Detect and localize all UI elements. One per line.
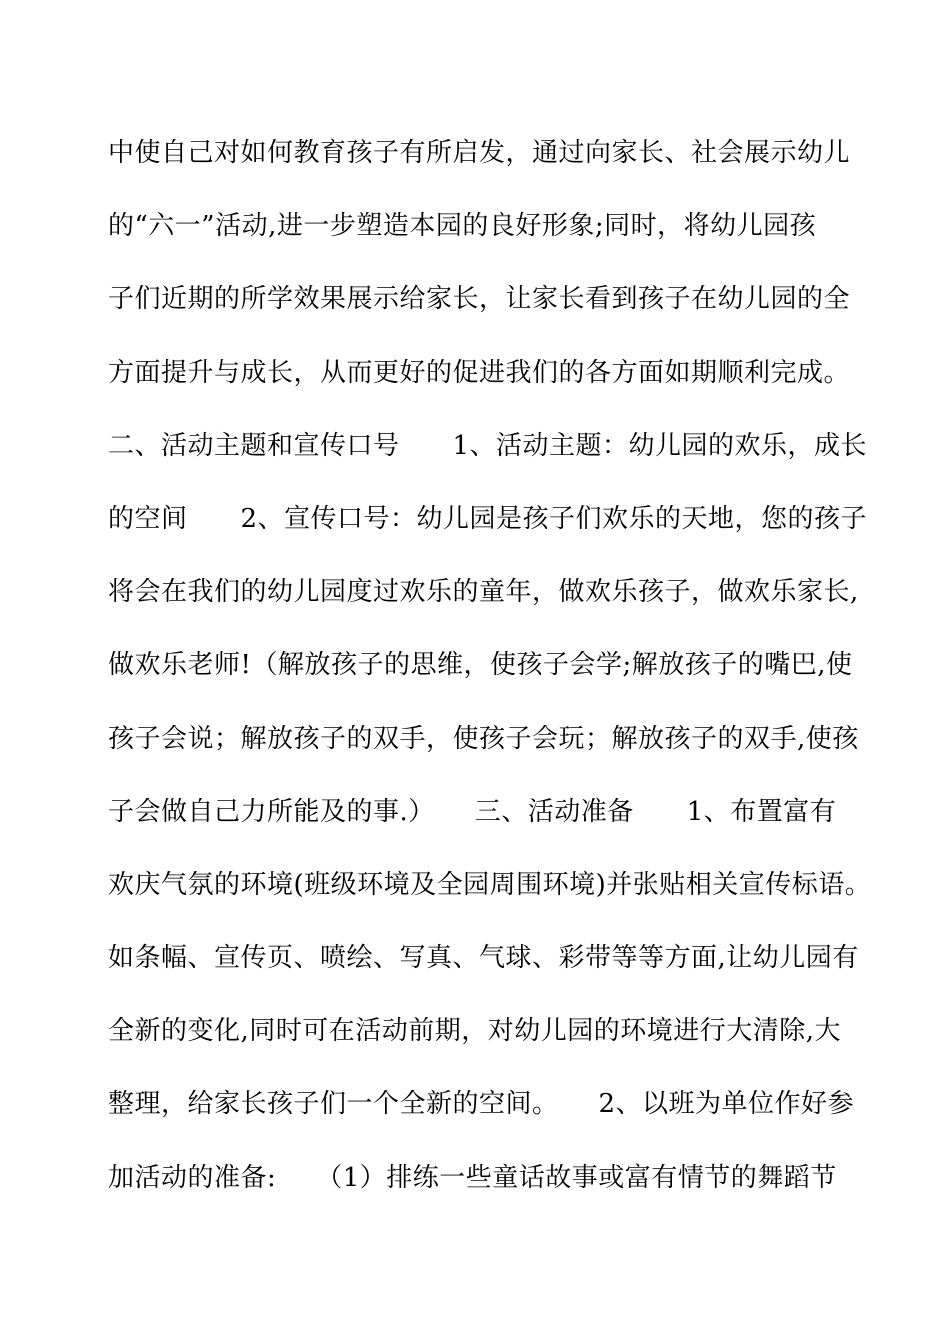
text-line: 的“六一”活动,进一步塑造本园的良好形象;同时，将幼儿园孩 xyxy=(108,211,817,242)
text-line: 中使自己对如何教育孩子有所启发，通过向家长、社会展示幼儿 xyxy=(108,138,851,168)
text-line: 将会在我们的幼儿园度过欢乐的童年，做欢乐孩子，做欢乐家长, xyxy=(108,577,859,608)
body-text xyxy=(108,124,872,1222)
text-line: 加活动的准备: （1）排练一些童话故事或富有情节的舞蹈节 xyxy=(108,1162,837,1193)
text-line: 整理，给家长孩子们一个全新的空间。 2、以班为单位作好参 xyxy=(108,1089,855,1120)
text-line: 二、活动主题和宣传口号 1、活动主题：幼儿园的欢乐，成长 xyxy=(108,430,868,461)
text-line: 欢庆气氛的环境(班级环境及全园周围环境)并张贴相关宣传标语。 xyxy=(108,869,872,900)
text-line: 子们近期的所学效果展示给家长，让家长看到孩子在幼儿园的全 xyxy=(108,284,851,315)
text-line: 方面提升与成长，从而更好的促进我们的各方面如期顺利完成。 xyxy=(108,357,851,388)
text-line: 做欢乐老师!（解放孩子的思维，使孩子会学;解放孩子的嘴巴,使 xyxy=(108,650,853,681)
text-line: 全新的变化,同时可在活动前期，对幼儿园的环境进行大清除,大 xyxy=(108,1016,842,1047)
text-line: 的空间 2、宣传口号：幼儿园是孩子们欢乐的天地，您的孩子 xyxy=(108,503,868,534)
text-line: 子会做自己力所能及的事.） 三、活动准备 1、布置富有 xyxy=(108,796,837,827)
text-line: 孩子会说；解放孩子的双手，使孩子会玩；解放孩子的双手,使孩 xyxy=(108,723,859,754)
text-line: 如条幅、宣传页、喷绘、写真、气球、彩带等等方面,让幼儿园有 xyxy=(108,943,859,974)
